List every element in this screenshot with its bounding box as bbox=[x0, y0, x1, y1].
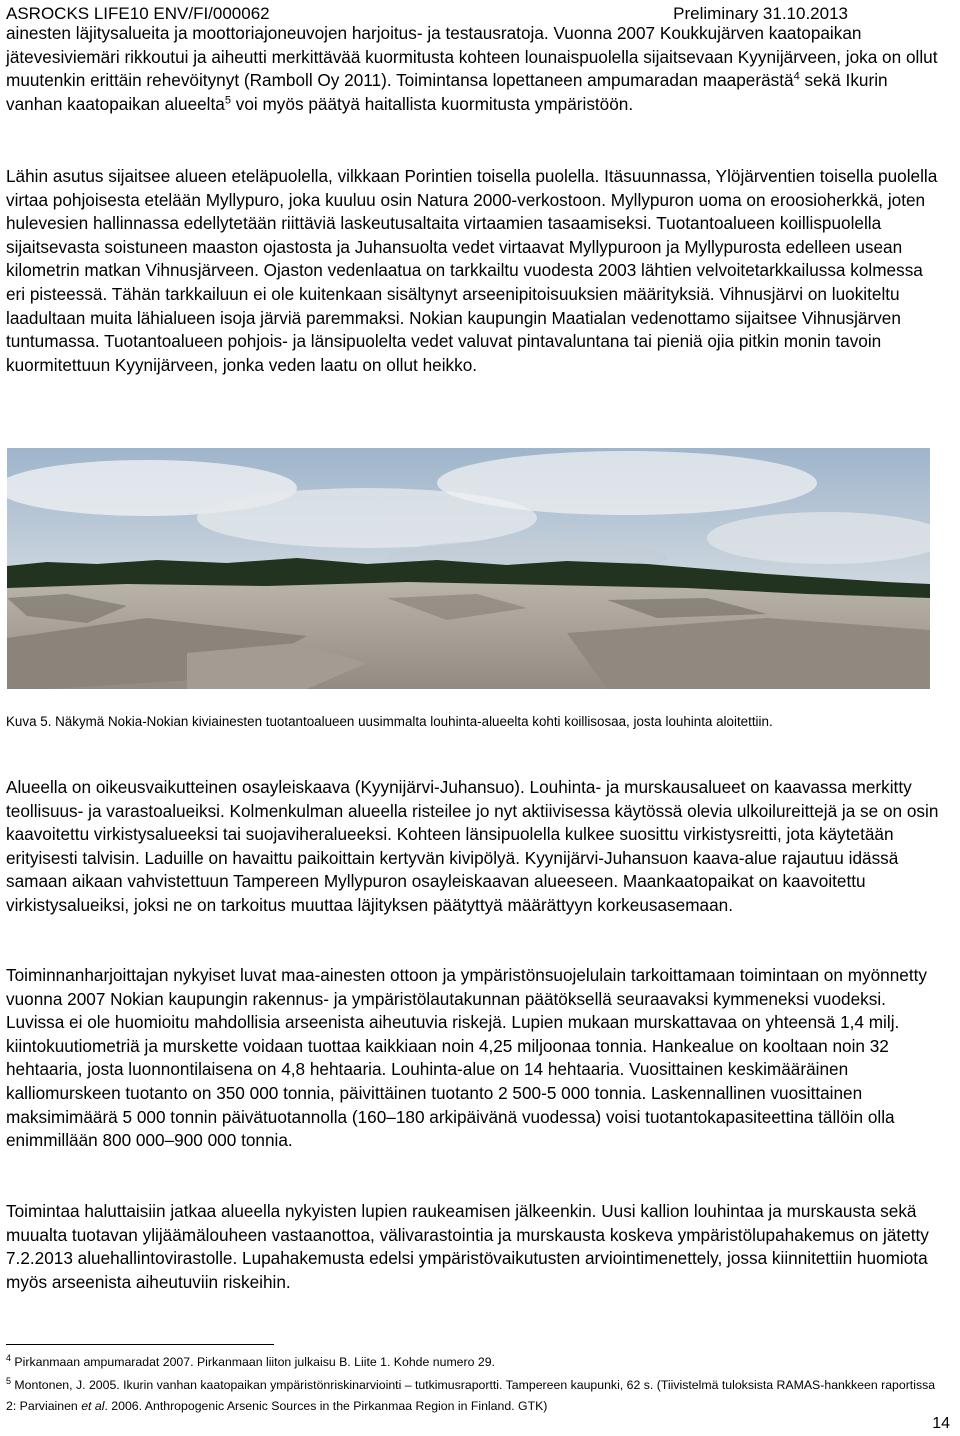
footnote-5-text-a: Montonen, J. 2005. Ikurin vanhan kaatopaikan ympäristönriskinarviointi – tutkimusraportti. Tampereen kaupunki, 62 s. (Tiivistelmä tuloksista RAMAS-hankkeen raportissa 2: Parviainen bbox=[6, 1378, 936, 1413]
footnote-4-text: Pirkanmaan ampumaradat 2007. Pirkanmaan liiton julkaisu B. Liite 1. Kohde numero 29. bbox=[11, 1355, 495, 1369]
landscape-photo bbox=[7, 448, 930, 689]
page-number: 14 bbox=[932, 1415, 950, 1432]
paragraph-4: Toiminnanharjoittajan nykyiset luvat maa-ainesten ottoon ja ympäristönsuojelulain tarkoittamaan toimintaan on myönnetty vuonna 2007 Nokian kaupungin rakennus- ja ympäristölautakunnan päätöksellä seuraavaksi kymmeneksi vuodeksi. Luvissa ei ole huomioitu mahdollisia arseenista aiheutuvia riskejä. Lupien mukaan murskattavaa on yhteensä 1,4 milj. kiintokuutiometriä ja murskette voidaan tuottaa kaikkiaan noin 4,25 miljoonaa tonnia. Hankealue on kooltaan noin 32 hehtaaria, josta luonnontilaisena on 4,8 hehtaaria. Louhinta-alue on 14 hehtaaria. Vuosittainen keskimääräinen kalliomurskeen tuotanto on 350 000 tonnia, päivittäinen tuotanto 2 500-5 000 tonnia. Laskennallinen vuosittainen maksimimäärä 5 000 tonnin päivätuotannolla (160–180 arkipäivänä vuodessa) voisi tuotantokapasiteettina tällöin olla enimmillään 800 000–900 000 tonnia. bbox=[6, 965, 927, 1151]
footnote-5-text-b: . 2006. Anthropogenic Arsenic Sources in the Pirkanmaa Region in Finland. GTK) bbox=[104, 1399, 548, 1413]
paragraph-3: Alueella on oikeusvaikutteinen osayleiskaava (Kyynijärvi-Juhansuo). Louhinta- ja murskausalueet on kaavassa merkitty teollisuus- ja varastoalueiksi. Kolmenkulman alueella risteilee jo nyt aktiivisessa käytössä olevia ulkoilureittejä ja se on osin kaavoitettu virkistysalueeksi tai suojaviheralueeksi. Kohteen länsipuolella kulkee suosittu virkistysreitti, jota käytetään erityisesti talvisin. Laduille on havaittu paikoittain kertyvän kivipölyä. Kyynijärvi-Juhansuon kaava-alue rajautuu idässä samaan aikaan vahvistettuun Tampereen Myllypuron osayleiskaavan alueeseen. Maankaatopaikat on kaavoitettu virkistysalueiksi, joksi ne on tarkoitus muuttaa läjityksen päätyttyä määrättyyn korkeusasemaan. bbox=[6, 777, 939, 915]
footnote-5-italic: et al bbox=[81, 1399, 105, 1413]
paragraph-1 bbox=[6, 22, 946, 116]
paragraph-2: Lähin asutus sijaitsee alueen eteläpuolella, vilkkaan Porintien toisella puolella. Itäsuunnassa, Ylöjärventien toisella puolella virtaa pohjoisesta etelään Myllypuro, joka kuuluu osin Natura 2000-verkostoon. Myllypuron uoma on eroosioherkkä, joten hulevesien hallinnassa edellytetään riittäviä laskeutusaltaita virtaamien tasaamiseksi. Tuotantoalueen koillispuolella sijaitsevasta soistuneen maaston ojastosta ja Juhansuolta vedet virtaavat Myllypuroon ja Myllypurosta edelleen usean kilometrin matkan Vihnusjärveen. Ojaston vedenlaatua on tarkkailtu vuodesta 2003 lähtien velvoitetarkkailussa kolmessa eri pisteessä. Tähän tarkkailuun ei ole kuitenkaan sisältynyt arseenipitoisuuksien määrityksiä. Vihnusjärvi on luokiteltu laadultaan muita lähialueen isoja järviä paremmaksi. Nokian kaupungin Maatialan vedenottamo sijaitsee Vihnusjärven tuntumassa. Tuotantoalueen pohjois- ja länsipuolelta vedet valuvat pintavaluntana tai pieniä ojia pitkin monin tavoin kuormitettuun Kyynijärveen, jonka veden laatu on ollut heikko. bbox=[6, 166, 938, 375]
footnote-ref-4[interactable]: 4 bbox=[793, 70, 800, 83]
paragraph-1-text-b: sekä Ikurin vanhan kaatopaikan alueelta bbox=[6, 70, 888, 114]
footnote-4 bbox=[6, 1352, 936, 1373]
footnote-ref-5[interactable]: 5 bbox=[224, 94, 231, 107]
paragraph-1-text-c: voi myös päätyä haitallista kuormitusta ympäristöön. bbox=[230, 93, 634, 114]
paragraph-1-text-a: ainesten läjitysalueita ja moottoriajoneuvojen harjoitus- ja testausratoja. Vuonna 2007 Koukkujärven kaatopaikan jätevesiviemäri rikkoutui ja aiheutti merkittävää kuormitusta kohteen lounaispuolella sijaitsevaan Kyynijärveen, joka on ollut muutenkin erittäin rehevöitynyt (Ramboll Oy 2011). Toimintansa lopettaneen ampumaradan maaperästä bbox=[6, 23, 938, 91]
preliminary-date: Preliminary 31.10.2013 bbox=[673, 4, 848, 23]
footnote-5-mark: 5 bbox=[6, 1375, 12, 1386]
footnote-4-mark: 4 bbox=[6, 1352, 12, 1363]
project-code: ASROCKS LIFE10 ENV/FI/000062 bbox=[6, 4, 270, 23]
figure-caption: Kuva 5. Näkymä Nokia-Nokian kiviainesten tuotantoalueen uusimmalta louhinta-alueelta kohti koillisosaa, josta louhinta aloitettiin. bbox=[6, 714, 773, 729]
footnote-divider bbox=[6, 1344, 274, 1345]
paragraph-5: Toimintaa haluttaisiin jatkaa alueella nykyisten lupien raukeamisen jälkeenkin. Uusi kallion louhintaa ja murskausta sekä muualta tuotavan ylijäämälouheen vastaanottoa, välivarastointia ja murskausta koskeva ympäristölupahakemus on jätetty 7.2.2013 aluehallintovirastolle. Lupahakemusta edelsi ympäristövaikutusten arviointimenettely, jossa kiinnitettiin huomiota myös arseenista aiheutuviin riskeihin. bbox=[6, 1201, 929, 1292]
footnote-5 bbox=[6, 1375, 936, 1417]
